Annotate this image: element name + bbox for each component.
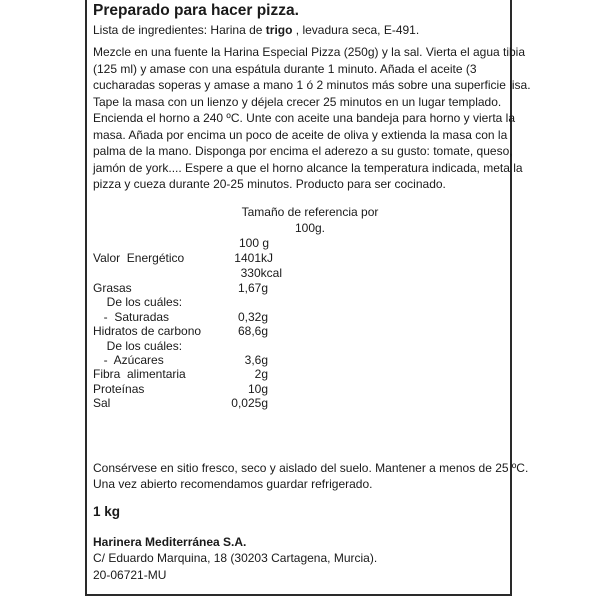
instruction-line: masa. Añada por encima un poco de aceite de oliva y extienda la masa con la [93, 127, 508, 142]
energy-kcal: 330kcal [240, 266, 282, 280]
instruction-line: pizza y cueza durante 20-25 minutos. Producto para ser cocinado. [93, 177, 446, 191]
instruction-line: (125 ml) y amase con una espátula durante 1 minuto. Añada el aceite (3 [93, 61, 477, 76]
storage-instructions: Consérvese en sitio fresco, seco y aislado del suelo. Mantener a menos de 25 ºC. [93, 461, 529, 475]
nutrient-label: De los cuáles: [100, 295, 183, 309]
preparation-instructions [93, 44, 531, 193]
registry-number: 20-06721-MU [93, 568, 167, 582]
nutrient-value: 2g [254, 367, 268, 381]
energy-kj: 1401kJ [234, 251, 273, 265]
ingredients-list [93, 23, 419, 37]
nutrient-value: 1,67g [237, 281, 268, 295]
nutrient-label: - Azúcares [97, 353, 164, 367]
reference-size-line1: Tamaño de referencia por [241, 205, 379, 219]
nutrient-label: Fibra alimentaria [93, 367, 186, 381]
nutrient-label: Sal [93, 396, 111, 410]
nutrient-label: Proteínas [93, 382, 145, 396]
company-name: Harinera Mediterránea S.A. [93, 535, 247, 549]
nutrient-value: 10g [247, 382, 268, 396]
nutrient-value: 3,6g [244, 353, 268, 367]
instruction-line: palma de la mano. Disponga por encima el aderezo a su gusto: tomate, queso, [93, 144, 513, 158]
instruction-line: jamón de york.... Espere a que el horno alcance la temperatura indicada, meta la [93, 160, 523, 175]
nutrient-value: 68,6g [237, 324, 268, 338]
energy-label: Valor Energético [93, 251, 185, 265]
company-address: C/ Eduardo Marquina, 18 (30203 Cartagena, Murcia). [93, 551, 378, 565]
product-title: Preparado para hacer pizza. [93, 2, 299, 19]
instruction-line: cucharadas soperas y amase a mano 1 ó 2 minutos más sobre una superficie lisa. [93, 78, 531, 92]
nutrition-column-header: 100 g [238, 236, 269, 250]
nutrient-label: Grasas [93, 281, 132, 295]
ingredients-suffix: , levadura seca, E-491. [292, 23, 420, 37]
nutrient-value: 0,025g [231, 396, 268, 410]
instruction-line: Tape la masa con un lienzo y déjela crecer 25 minutos en un lugar templado. [93, 94, 502, 109]
nutrient-label: De los cuáles: [100, 339, 183, 353]
allergen-wheat: trigo [265, 23, 293, 37]
ingredients-prefix: Lista de ingredientes: Harina de [93, 23, 266, 37]
nutrient-label: - Saturadas [97, 310, 170, 324]
net-weight: 1 kg [93, 504, 121, 519]
nutrient-label: Hidratos de carbono [93, 324, 202, 338]
storage-after-opening: Una vez abierto recomendamos guardar refrigerado. [93, 477, 373, 491]
instruction-line: Mezcle en una fuente la Harina Especial Pizza (250g) y la sal. Vierta el agua tibia [93, 45, 526, 59]
nutrient-value: 0,32g [237, 310, 268, 324]
instruction-line: Encienda el horno a 240 ºC. Unte con aceite una bandeja para horno y vierta la [93, 111, 515, 125]
reference-size-line2: 100g. [294, 221, 326, 235]
